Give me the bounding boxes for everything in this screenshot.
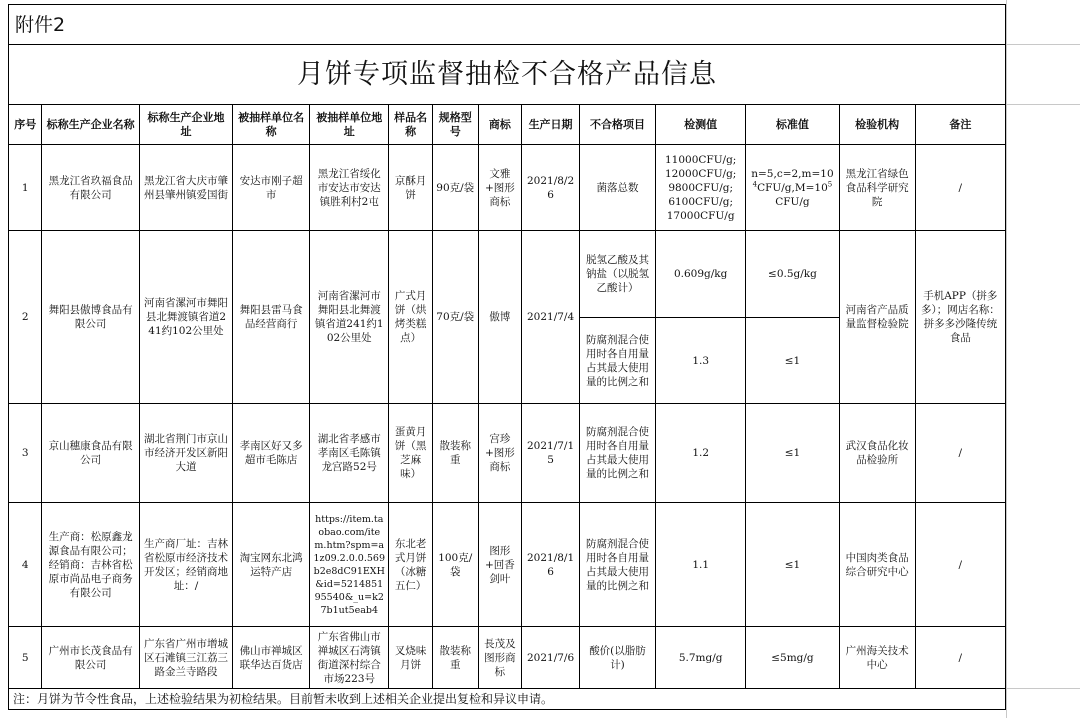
sheet-grid-h2 <box>1006 104 1080 105</box>
attachment-label: 附件2 <box>8 4 1006 44</box>
test-value-line: 11000CFU/g; <box>664 153 737 166</box>
cell-sampled-unit: 孝南区好又多超市毛陈店 <box>233 404 310 503</box>
cell-standard-value: ≤1 <box>746 318 839 404</box>
header-failed-item: 不合格项目 <box>579 105 655 145</box>
cell-failed-item: 脱氢乙酸及其钠盐（以脱氢乙酸计） <box>579 231 655 318</box>
cell-sampled-unit: 安达市刚子超市 <box>233 145 310 231</box>
header-brand: 商标 <box>478 105 522 145</box>
cell-failed-item: 菌落总数 <box>579 145 655 231</box>
cell-test-value <box>656 145 746 231</box>
cell-producer: 生产商：松原鑫龙源食品有限公司；经销商：吉林省松原市尚品电子商务有限公司 <box>42 503 139 627</box>
cell-failed-item: 防腐剂混合使用时各自用量占其最大使用量的比例之和 <box>579 404 655 503</box>
cell-remark: 手机APP（拼多多）；网店名称：拼多多沙隆传统食品 <box>915 231 1005 404</box>
sheet-grid-h1 <box>1006 44 1080 45</box>
cell-standard-value <box>746 145 839 231</box>
cell-sample-name: 京酥月饼 <box>389 145 433 231</box>
cell-test-value: 0.609g/kg <box>656 231 746 318</box>
cell-sampled-unit: 淘宝网东北鸿运特产店 <box>233 503 310 627</box>
cell-brand: 宫珍+图形商标 <box>478 404 522 503</box>
header-remark: 备注 <box>915 105 1005 145</box>
cell-producer-address: 河南省漯河市舞阳县北舞渡镇省道241约102公里处 <box>139 231 232 404</box>
header-agency: 检验机构 <box>839 105 915 145</box>
cell-remark: / <box>915 627 1005 689</box>
cell-sampled-address: 湖北省孝感市孝南区毛陈镇龙宫路52号 <box>310 404 389 503</box>
header-spec: 规格型号 <box>432 105 478 145</box>
std-exponent-1: 4 <box>752 180 758 188</box>
cell-spec: 100克/袋 <box>432 503 478 627</box>
page-title: 月饼专项监督抽检不合格产品信息 <box>8 44 1006 104</box>
cell-producer: 舞阳县傲博食品有限公司 <box>42 231 139 404</box>
cell-failed-item: 防腐剂混合使用时各自用量占其最大使用量的比例之和 <box>579 503 655 627</box>
table-row <box>9 627 1006 689</box>
cell-standard-value: ≤1 <box>746 503 839 627</box>
cell-sampled-unit: 舞阳县雷马食品经营商行 <box>233 231 310 404</box>
cell-brand: 文雅+图形商标 <box>478 145 522 231</box>
cell-test-value: 1.1 <box>656 503 746 627</box>
header-test-value: 检测值 <box>656 105 746 145</box>
cell-test-value: 1.2 <box>656 404 746 503</box>
cell-sampled-address: 黑龙江省绥化市安达市安达镇胜利村2屯 <box>310 145 389 231</box>
cell-producer: 广州市长茂食品有限公司 <box>42 627 139 689</box>
footnote: 注：月饼为节令性食品，上述检验结果为初检结果。目前暂未收到上述相关企业提出复检和异议申请。 <box>8 688 1006 710</box>
cell-sample-name: 东北老式月饼（冰糖五仁） <box>389 503 433 627</box>
cell-agency: 中国肉类食品综合研究中心 <box>839 503 915 627</box>
table-row <box>9 231 1006 318</box>
unqualified-products-table <box>8 104 1006 689</box>
cell-sampled-address: 河南省漯河市舞阳县北舞渡镇省道241约102公里处 <box>310 231 389 404</box>
header-production-date: 生产日期 <box>522 105 580 145</box>
cell-seq: 1 <box>9 145 42 231</box>
cell-sampled-address: 广东省佛山市禅城区石湾镇街道深村综合市场223号 <box>310 627 389 689</box>
cell-spec: 散装称重 <box>432 627 478 689</box>
header-sample-name: 样品名称 <box>389 105 433 145</box>
cell-producer-address: 广东省广州市增城区石滩镇三江荔三路金兰寺路段 <box>139 627 232 689</box>
cell-spec: 70克/袋 <box>432 231 478 404</box>
cell-producer: 京山穗康食品有限公司 <box>42 404 139 503</box>
cell-remark: / <box>915 145 1005 231</box>
cell-agency: 广州海关技术中心 <box>839 627 915 689</box>
cell-brand: 图形+回香剑叶 <box>478 503 522 627</box>
cell-production-date: 2021/8/16 <box>522 503 580 627</box>
std-part-a: n=5,c=2,m=10 <box>751 167 834 180</box>
cell-seq: 3 <box>9 404 42 503</box>
cell-producer-address: 生产商厂址：吉林省松原市经济技术开发区；经销商地址：/ <box>139 503 232 627</box>
cell-sampled-address-url: https://item.taobao.com/item.htm?spm=a1z09.2.0.0.569b2e8dC91EXH&id=521485195540&_u=k27b1ut5eab4 <box>310 503 389 627</box>
cell-remark: / <box>915 503 1005 627</box>
cell-agency: 武汉食品化妆品检验所 <box>839 404 915 503</box>
header-standard-value: 标准值 <box>746 105 839 145</box>
cell-producer: 黑龙江省玖福食品有限公司 <box>42 145 139 231</box>
cell-agency: 黑龙江省绿色食品科学研究院 <box>839 145 915 231</box>
cell-production-date: 2021/8/26 <box>522 145 580 231</box>
header-producer-address: 标称生产企业地址 <box>139 105 232 145</box>
test-value-line: 9800CFU/g; <box>668 181 733 194</box>
cell-standard-value: ≤1 <box>746 404 839 503</box>
cell-sampled-unit: 佛山市禅城区联华达百货店 <box>233 627 310 689</box>
test-value-line: 17000CFU/g <box>666 209 735 222</box>
sheet-grid-h3 <box>1006 688 1080 689</box>
header-sampled-unit: 被抽样单位名称 <box>233 105 310 145</box>
cell-seq: 5 <box>9 627 42 689</box>
cell-spec: 90克/袋 <box>432 145 478 231</box>
cell-sample-name: 叉烧味月饼 <box>389 627 433 689</box>
header-sampled-address: 被抽样单位地址 <box>310 105 389 145</box>
table-row <box>9 145 1006 231</box>
std-exponent-2: 5 <box>827 180 833 188</box>
cell-test-value: 5.7mg/g <box>656 627 746 689</box>
cell-test-value: 1.3 <box>656 318 746 404</box>
std-part-b: CFU/g,M=10 <box>757 181 828 194</box>
table-row <box>9 503 1006 627</box>
cell-brand: 傲博 <box>478 231 522 404</box>
sheet-grid-vertical <box>1006 0 1007 718</box>
test-value-line: 12000CFU/g; <box>664 167 737 180</box>
cell-failed-item: 防腐剂混合使用时各自用量占其最大使用量的比例之和 <box>579 318 655 404</box>
std-part-c: CFU/g <box>775 195 810 208</box>
cell-spec: 散装称重 <box>432 404 478 503</box>
cell-production-date: 2021/7/6 <box>522 627 580 689</box>
cell-production-date: 2021/7/15 <box>522 404 580 503</box>
header-producer: 标称生产企业名称 <box>42 105 139 145</box>
cell-production-date: 2021/7/4 <box>522 231 580 404</box>
cell-sample-name: 蛋黄月饼（黑芝麻味） <box>389 404 433 503</box>
header-seq: 序号 <box>9 105 42 145</box>
cell-failed-item: 酸价(以脂肪计) <box>579 627 655 689</box>
cell-producer-address: 湖北省荆门市京山市经济开发区新阳大道 <box>139 404 232 503</box>
cell-seq: 4 <box>9 503 42 627</box>
cell-agency: 河南省产品质量监督检验院 <box>839 231 915 404</box>
cell-remark: / <box>915 404 1005 503</box>
cell-producer-address: 黑龙江省大庆市肇州县肇州镇爱国街 <box>139 145 232 231</box>
cell-seq: 2 <box>9 231 42 404</box>
cell-sample-name: 广式月饼（烘烤类糕点） <box>389 231 433 404</box>
cell-standard-value: ≤0.5g/kg <box>746 231 839 318</box>
cell-standard-value: ≤5mg/g <box>746 627 839 689</box>
table-row <box>9 404 1006 503</box>
cell-brand: 長茂及图形商标 <box>478 627 522 689</box>
table-header-row <box>9 105 1006 145</box>
test-value-line: 6100CFU/g; <box>668 195 733 208</box>
